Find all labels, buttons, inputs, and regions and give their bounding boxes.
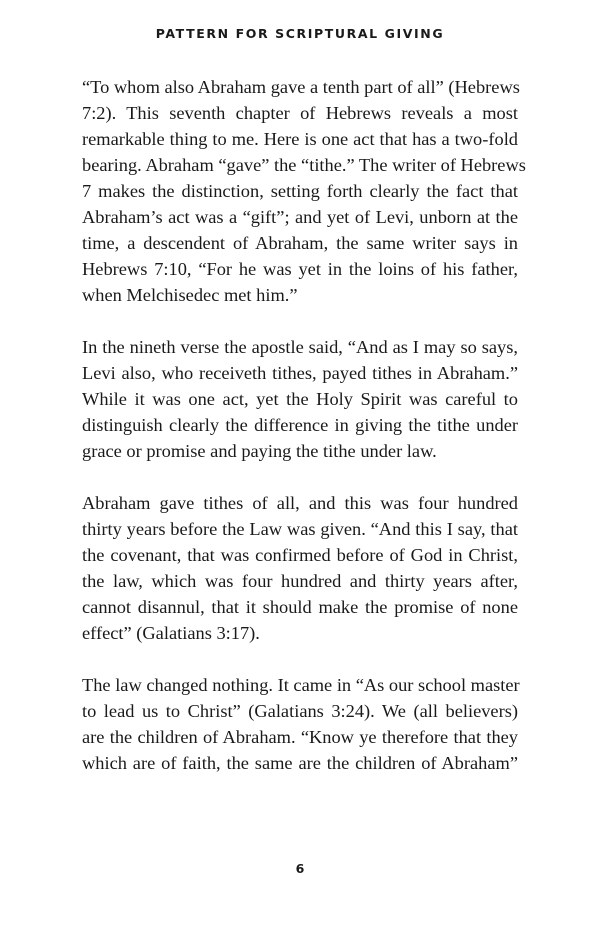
paragraph-1 <box>82 74 526 308</box>
text-line: time, a descendent of Abraham, the same writer says in <box>82 233 518 253</box>
text-line: 7 makes the distinction, setting forth clearly the fact that <box>82 181 518 201</box>
text-line: Hebrews 7:10, “For he was yet in the loins of his father, <box>82 259 518 279</box>
text-line: 7:2). This seventh chapter of Hebrews reveals a most <box>82 103 518 123</box>
text-line: Abraham gave tithes of all, and this was four hundred <box>82 493 518 513</box>
text-line: distinguish clearly the difference in giving the tithe under <box>82 415 518 435</box>
text-line: the law, which was four hundred and thirty years after, <box>82 571 518 591</box>
text-line: While it was one act, yet the Holy Spirit was careful to <box>82 389 518 409</box>
text-line: thirty years before the Law was given. “And this I say, that <box>82 519 518 539</box>
text-line: Levi also, who receiveth tithes, payed tithes in Abraham.” <box>82 363 518 383</box>
text-line: grace or promise and paying the tithe under law. <box>82 441 437 461</box>
body-text <box>82 74 526 802</box>
text-line: effect” (Galatians 3:17). <box>82 623 260 643</box>
running-header: PATTERN FOR SCRIPTURAL GIVING <box>155 26 445 41</box>
text-line: In the nineth verse the apostle said, “And as I may so says, <box>82 337 518 357</box>
text-line: bearing. Abraham “gave” the “tithe.” The writer of Hebrews <box>82 155 526 175</box>
text-line: “To whom also Abraham gave a tenth part of all” (Hebrews <box>82 77 520 97</box>
text-line: when Melchisedec met him.” <box>82 285 298 305</box>
text-line: to lead us to Christ” (Galatians 3:24). We (all believers) <box>82 701 518 721</box>
text-line: cannot disannul, that it should make the promise of none <box>82 597 518 617</box>
text-line: remarkable thing to me. Here is one act that has a two-fold <box>82 129 518 149</box>
paragraph-2 <box>82 334 518 464</box>
paragraph-3 <box>82 490 518 646</box>
text-line: The law changed nothing. It came in “As our school master <box>82 675 520 695</box>
paragraph-4 <box>82 672 518 776</box>
page-number: 6 <box>295 861 305 876</box>
text-line: Abraham’s act was a “gift”; and yet of Levi, unborn at the <box>82 207 518 227</box>
text-line: the covenant, that was confirmed before of God in Christ, <box>82 545 518 565</box>
text-line: are the children of Abraham. “Know ye therefore that they <box>82 727 518 747</box>
text-line: which are of faith, the same are the children of Abraham” <box>82 753 518 773</box>
